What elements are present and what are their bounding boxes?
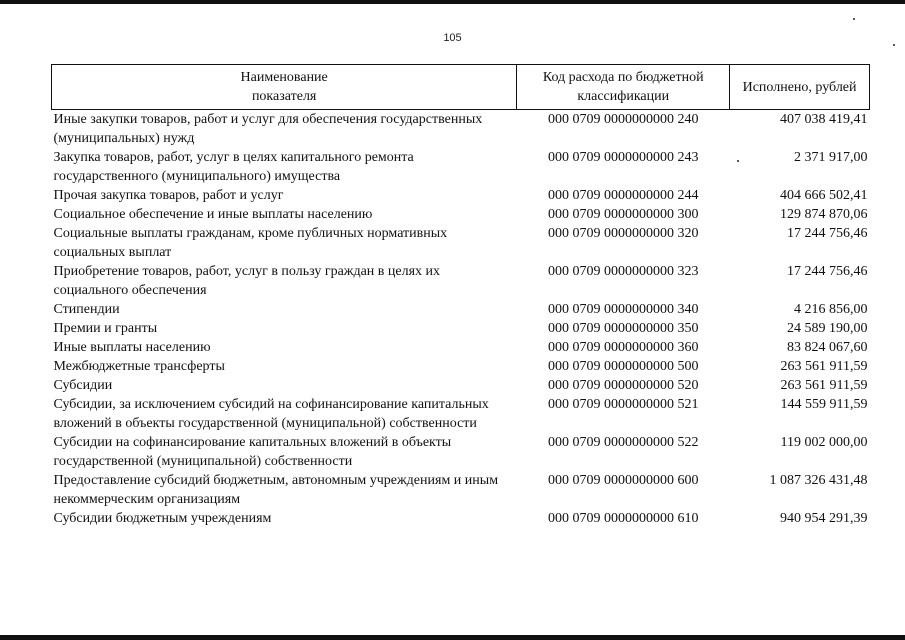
table-row [52, 376, 870, 395]
row-name: Иные выплаты населению [53, 340, 211, 355]
table-row [52, 338, 870, 357]
column-header-code-line2: классификации [577, 89, 670, 104]
row-name: Закупка товаров, работ, услуг в целях капитального ремонта государственного (муниципального) имущества [53, 150, 414, 184]
row-name: Субсидии [53, 378, 113, 393]
column-header-name [52, 65, 517, 110]
row-name: Субсидии бюджетным учреждениям [53, 511, 272, 526]
row-code: 000 0709 0000000000 244 [547, 188, 699, 203]
row-name: Иные закупки товаров, работ и услуг для обеспечения государственных (муниципальных) нужд [53, 112, 483, 146]
row-code: 000 0709 0000000000 610 [547, 511, 699, 526]
table-row [52, 262, 870, 300]
row-code: 000 0709 0000000000 600 [547, 473, 699, 488]
row-value: 404 666 502,41 [780, 188, 868, 203]
row-code: 000 0709 0000000000 323 [547, 264, 699, 279]
table-row [52, 224, 870, 262]
row-value: 144 559 911,59 [780, 397, 868, 412]
row-value: 24 589 190,00 [787, 321, 868, 336]
table-row [52, 300, 870, 319]
row-code: 000 0709 0000000000 360 [547, 340, 699, 355]
expenditure-table [51, 64, 870, 528]
table-row [52, 471, 870, 509]
table-row [52, 110, 870, 149]
row-value: 4 216 856,00 [794, 302, 868, 317]
table-row [52, 319, 870, 338]
row-name: Приобретение товаров, работ, услуг в пользу граждан в целях их социального обеспечения [53, 264, 441, 298]
table-row [52, 433, 870, 471]
table-row [52, 205, 870, 224]
table-row [52, 186, 870, 205]
row-name: Премии и гранты [53, 321, 158, 336]
scan-top-border [0, 0, 905, 4]
row-value: 1 087 326 431,48 [769, 473, 868, 488]
column-header-name-line2: показателя [251, 89, 317, 104]
row-code: 000 0709 0000000000 521 [547, 397, 699, 412]
row-code: 000 0709 0000000000 243 [547, 150, 699, 165]
row-name: Социальные выплаты гражданам, кроме публичных нормативных социальных выплат [53, 226, 448, 260]
row-name: Субсидии на софинансирование капитальных вложений в объекты государственной (муниципальной) собственности [53, 435, 452, 469]
row-value: 263 561 911,59 [780, 359, 868, 374]
row-value: 2 371 917,00 [794, 150, 868, 165]
row-value: 119 002 000,00 [780, 435, 868, 450]
row-code: 000 0709 0000000000 522 [547, 435, 699, 450]
scan-bottom-border [0, 635, 905, 640]
row-name: Субсидии, за исключением субсидий на софинансирование капитальных вложений в объекты государственной (муниципальной) собственности [53, 397, 489, 431]
row-name: Социальное обеспечение и иные выплаты населению [53, 207, 373, 222]
row-code: 000 0709 0000000000 300 [547, 207, 699, 222]
scan-speck [893, 44, 895, 46]
column-header-code [517, 65, 730, 110]
column-header-name-line1: Наименование [240, 70, 328, 85]
page-number: 105 [443, 32, 462, 44]
row-code: 000 0709 0000000000 520 [547, 378, 699, 393]
table-row [52, 509, 870, 528]
row-value: 407 038 419,41 [780, 112, 868, 127]
row-value: 17 244 756,46 [787, 264, 868, 279]
scan-speck [853, 18, 855, 20]
row-code: 000 0709 0000000000 340 [547, 302, 699, 317]
row-code: 000 0709 0000000000 350 [547, 321, 699, 336]
row-value: 83 824 067,60 [787, 340, 868, 355]
row-value: 263 561 911,59 [780, 378, 868, 393]
row-code: 000 0709 0000000000 320 [547, 226, 699, 241]
row-code: 000 0709 0000000000 500 [547, 359, 699, 374]
table-row [52, 357, 870, 376]
column-header-value-label: Исполнено, рублей [742, 79, 857, 95]
row-name: Прочая закупка товаров, работ и услуг [53, 188, 284, 203]
table-row [52, 395, 870, 433]
row-value: 129 874 870,06 [780, 207, 868, 222]
column-header-code-line1: Код расхода по бюджетной [542, 70, 704, 85]
table-row [52, 148, 870, 186]
column-header-value [730, 65, 870, 110]
row-name: Стипендии [53, 302, 120, 317]
table-header-row [52, 65, 870, 110]
row-value: 940 954 291,39 [780, 511, 868, 526]
row-value: 17 244 756,46 [787, 226, 868, 241]
row-name: Межбюджетные трансферты [53, 359, 225, 374]
row-name: Предоставление субсидий бюджетным, автономным учреждениям и иным некоммерческим организациям [53, 473, 499, 507]
row-code: 000 0709 0000000000 240 [547, 112, 699, 127]
